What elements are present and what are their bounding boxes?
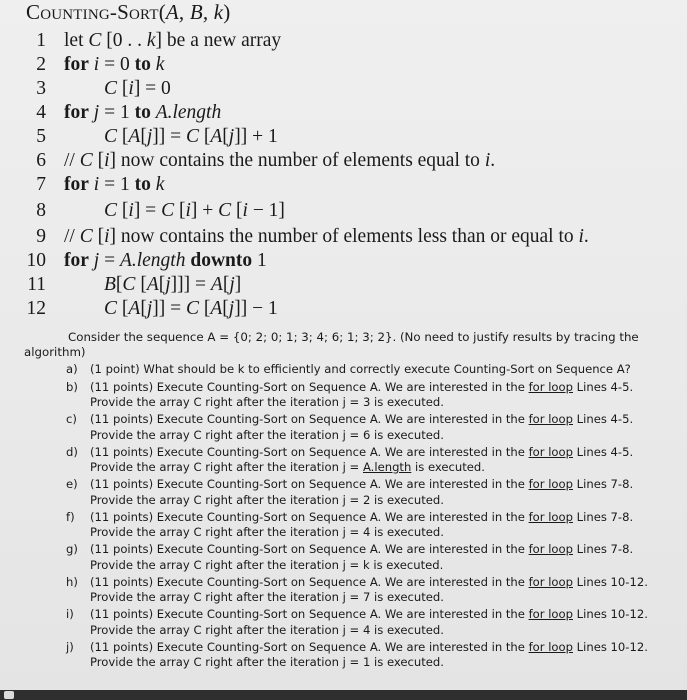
- algorithm-title: Counting-Sort(A, B, k): [26, 0, 231, 24]
- code-line: 11 B[C [A[j]]] = A[j]: [27, 274, 242, 295]
- question-item: j) (11 points) Execute Counting-Sort on Sequence A. We are interested in the for loop Lines 10-12. Provide the array C right after the iteration j = 1 is executed.: [66, 639, 648, 669]
- question-item: c) (11 points) Execute Counting-Sort on Sequence A. We are interested in the for loop Lines 4-5. Provide the array C right after the iteration j = 6 is executed.: [66, 412, 634, 442]
- question-list: [66, 362, 666, 672]
- for-loop-link[interactable]: for loop: [528, 574, 573, 589]
- a-length-link[interactable]: A.length: [362, 460, 412, 474]
- code-line: 10 for j = A.length downto 1: [26, 250, 267, 271]
- code-line: 1 let C [0 . . k] be a new array: [36, 30, 282, 51]
- for-loop-link[interactable]: for loop: [528, 639, 573, 654]
- code-line: 4 for j = 1 to A.length: [36, 102, 222, 123]
- question-item: d) (11 points) Execute Counting-Sort on Sequence A. We are interested in the for loop Lines 4-5. Provide the array C right after the iteration j = A.length is executed.: [66, 444, 634, 474]
- question-intro: Consider the sequence A = {0; 2; 0; 1; 3; 4; 6; 1; 3; 2}. (No need to justify results by tracing the algorithm): [24, 330, 639, 359]
- for-loop-link[interactable]: for loop: [528, 509, 573, 524]
- code-line: 6 // C [i] now contains the number of elements equal to i.: [36, 150, 496, 171]
- for-loop-link[interactable]: for loop: [528, 379, 573, 394]
- code-line: 9 // C [i] now contains the number of elements less than or equal to i.: [36, 226, 589, 247]
- code-line: 5 C [A[j]] = C [A[j]] + 1: [36, 126, 278, 147]
- for-loop-link[interactable]: for loop: [528, 542, 573, 556]
- code-line: 8 C [i] = C [i] + C [i − 1]: [36, 200, 285, 221]
- for-loop-link[interactable]: for loop: [528, 607, 573, 621]
- bottom-toolbar-strip: [0, 690, 687, 700]
- code-line: 7 for i = 1 to k: [36, 174, 165, 195]
- question-item: g) (11 points) Execute Counting-Sort on Sequence A. We are interested in the for loop Lines 7-8. Provide the array C right after the iteration j = k is executed.: [66, 542, 634, 572]
- question-item: i) (11 points) Execute Counting-Sort on Sequence A. We are interested in the for loop Lines 10-12. Provide the array C right after the iteration j = 4 is executed.: [66, 607, 648, 637]
- code-line: 3 C [i] = 0: [36, 78, 171, 99]
- question-item: f) (11 points) Execute Counting-Sort on Sequence A. We are interested in the for loop Lines 7-8. Provide the array C right after the iteration j = 4 is executed.: [66, 509, 634, 539]
- question-item: h) (11 points) Execute Counting-Sort on Sequence A. We are interested in the for loop Lines 10-12. Provide the array C right after the iteration j = 7 is executed.: [66, 574, 648, 604]
- for-loop-link[interactable]: for loop: [528, 412, 573, 426]
- question-item: a) (1 point) What should be k to efficiently and correctly execute Counting-Sort on Sequence A?: [66, 362, 631, 376]
- code-line: 12 C [A[j]] = C [A[j]] − 1: [26, 298, 278, 319]
- question-item: e) (11 points) Execute Counting-Sort on Sequence A. We are interested in the for loop Lines 7-8. Provide the array C right after the iteration j = 2 is executed.: [66, 477, 634, 507]
- accessibility-icon[interactable]: [4, 691, 14, 699]
- for-loop-link[interactable]: for loop: [528, 444, 573, 459]
- for-loop-link[interactable]: for loop: [528, 477, 573, 491]
- question-item: b) (11 points) Execute Counting-Sort on Sequence A. We are interested in the for loop Lines 4-5. Provide the array C right after the iteration j = 3 is executed.: [66, 379, 634, 409]
- code-line: 2 for i = 0 to k: [36, 54, 165, 75]
